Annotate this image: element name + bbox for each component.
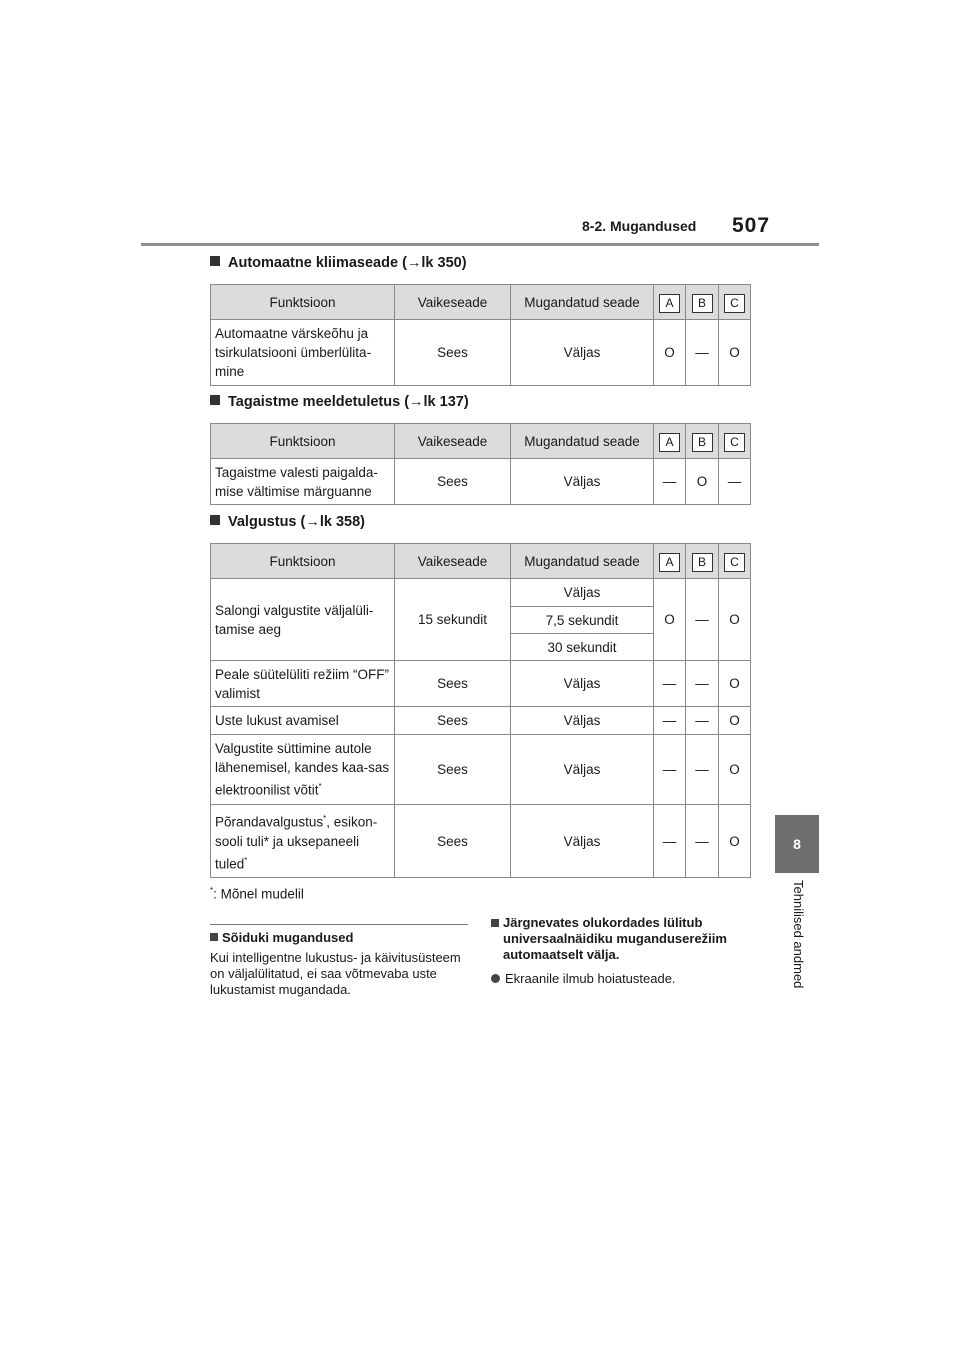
cell-function: Peale süütelüliti režiim “OFF” valimist [211, 661, 395, 707]
rear-seat-table [210, 423, 751, 505]
note-divider [210, 924, 468, 925]
col-c: C [719, 424, 751, 459]
left-note-body: Kui intelligentne lukustus- ja käivitusüsteem on väljalülitatud, ei saa võtmevaba uste lukustamist mugandada. [210, 950, 461, 997]
col-a: A [654, 424, 686, 459]
cell-b: — [686, 579, 719, 661]
cell-default: Sees [395, 661, 511, 707]
cell-default: Sees [395, 320, 511, 386]
heading-rear-seat [210, 394, 469, 410]
footnote-marker: * [210, 886, 214, 895]
cell-c: O [719, 707, 751, 735]
square-bullet-icon [210, 256, 220, 266]
cell-function [211, 805, 395, 878]
cell-a: O [654, 320, 686, 386]
footnote-marker: * [244, 855, 248, 865]
heading-lighting [210, 514, 365, 530]
cell-a: — [654, 661, 686, 707]
cell-function: Uste lukust avamisel [211, 707, 395, 735]
cell-custom: Väljas [511, 805, 654, 878]
chapter-number: 8 [793, 836, 801, 852]
cell-default: Sees [395, 459, 511, 505]
col-default: Vaikeseade [395, 544, 511, 579]
square-bullet-icon [210, 933, 218, 941]
footnote-marker: * [318, 782, 322, 792]
cell-b: — [686, 735, 719, 805]
heading-text: Automaatne kliimaseade ( [228, 255, 407, 271]
cell-function: Tagaistme valesti paigalda-mise vältimise märguanne [211, 459, 395, 505]
arrow-icon: → [406, 255, 422, 271]
chapter-tab [775, 815, 819, 873]
col-b: B [686, 544, 719, 579]
footnote-text: : Mõnel mudelil [213, 886, 304, 902]
table-header-row [211, 544, 751, 579]
heading-ref: lk 358) [319, 514, 366, 530]
cell-function: Salongi valgustite väljalüli-tamise aeg [211, 579, 395, 661]
cell-c: O [719, 805, 751, 878]
col-c: C [719, 285, 751, 320]
section-title: 8-2. Mugandused [582, 218, 697, 234]
cell-function-text: Valgustite süttimine autole lähenemisel, kandes kaa-sas elektroonilist võtit [215, 741, 390, 798]
table-row [211, 707, 751, 735]
col-default: Vaikeseade [395, 285, 511, 320]
cell-custom: Väljas [511, 661, 654, 707]
cell-default: Sees [395, 735, 511, 805]
cell-b: — [686, 661, 719, 707]
left-note-title: Sõiduki mugandused [210, 930, 472, 946]
square-bullet-icon [210, 395, 220, 405]
square-bullet-icon [210, 515, 220, 525]
cell-custom-option: 7,5 sekundit [511, 607, 654, 634]
cell-b: O [686, 459, 719, 505]
page-number: 507 [732, 214, 771, 237]
cell-custom: Väljas [511, 707, 654, 735]
cell-function [211, 735, 395, 805]
cell-default: Sees [395, 805, 511, 878]
table-row [211, 805, 751, 878]
col-function: Funktsioon [211, 285, 395, 320]
col-a: A [654, 285, 686, 320]
heading-ref: lk 137) [423, 394, 469, 410]
cell-a: — [654, 805, 686, 878]
cell-a: O [654, 579, 686, 661]
chapter-label [786, 880, 806, 1020]
cell-c: O [719, 661, 751, 707]
header-rule [141, 243, 819, 246]
cell-function-text: Põrandavalgustus [215, 814, 324, 830]
right-note [491, 915, 753, 987]
col-default: Vaikeseade [395, 424, 511, 459]
cell-default: 15 sekundit [395, 579, 511, 661]
cell-custom: Väljas [511, 459, 654, 505]
col-b: B [686, 424, 719, 459]
chapter-label-text: Tehnilised andmed [791, 880, 806, 989]
col-custom: Mugandatud seade [511, 424, 654, 459]
square-bullet-icon [491, 919, 499, 927]
col-custom: Mugandatud seade [511, 285, 654, 320]
circle-bullet-icon [491, 974, 500, 983]
left-note [210, 930, 472, 998]
cell-custom: Väljas [511, 735, 654, 805]
climate-table [210, 284, 751, 386]
col-custom: Mugandatud seade [511, 544, 654, 579]
table-header-row [211, 424, 751, 459]
lighting-table [210, 543, 751, 878]
table-row [211, 579, 751, 607]
cell-b: — [686, 320, 719, 386]
cell-a: — [654, 707, 686, 735]
col-a: A [654, 544, 686, 579]
arrow-icon: → [305, 514, 320, 530]
cell-function: Automaatne värskeõhu ja tsirkulatsiooni ümberlülita-mine [211, 320, 395, 386]
cell-a: — [654, 735, 686, 805]
table-row [211, 459, 751, 505]
cell-function-text: , esikon-sooli tuli* ja uksepaneeli tuled [215, 814, 378, 871]
table-row [211, 735, 751, 805]
col-c: C [719, 544, 751, 579]
heading-climate [210, 255, 467, 271]
cell-b: — [686, 707, 719, 735]
cell-custom: Väljas [511, 320, 654, 386]
table-row [211, 661, 751, 707]
col-function: Funktsioon [211, 424, 395, 459]
cell-c: O [719, 320, 751, 386]
arrow-icon: → [409, 394, 424, 410]
right-note-bullet: Ekraanile ilmub hoiatusteade. [491, 971, 753, 987]
footnote-marker: * [323, 814, 327, 823]
cell-custom-option: 30 sekundit [511, 634, 654, 661]
cell-c: O [719, 735, 751, 805]
cell-default: Sees [395, 707, 511, 735]
right-note-title: Järgnevates olukordades lülitub universaalnäidiku muganduserežiim automaatselt välja. [491, 915, 753, 963]
table-header-row [211, 285, 751, 320]
cell-b: — [686, 805, 719, 878]
col-function: Funktsioon [211, 544, 395, 579]
cell-custom-option: Väljas [511, 579, 654, 607]
heading-ref: lk 350) [421, 255, 467, 271]
cell-c: — [719, 459, 751, 505]
heading-text: Tagaistme meeldetuletus ( [228, 394, 410, 410]
footnote [210, 886, 304, 902]
heading-text: Valgustus ( [228, 514, 306, 530]
table-row [211, 320, 751, 386]
col-b: B [686, 285, 719, 320]
cell-c: O [719, 579, 751, 661]
cell-a: — [654, 459, 686, 505]
